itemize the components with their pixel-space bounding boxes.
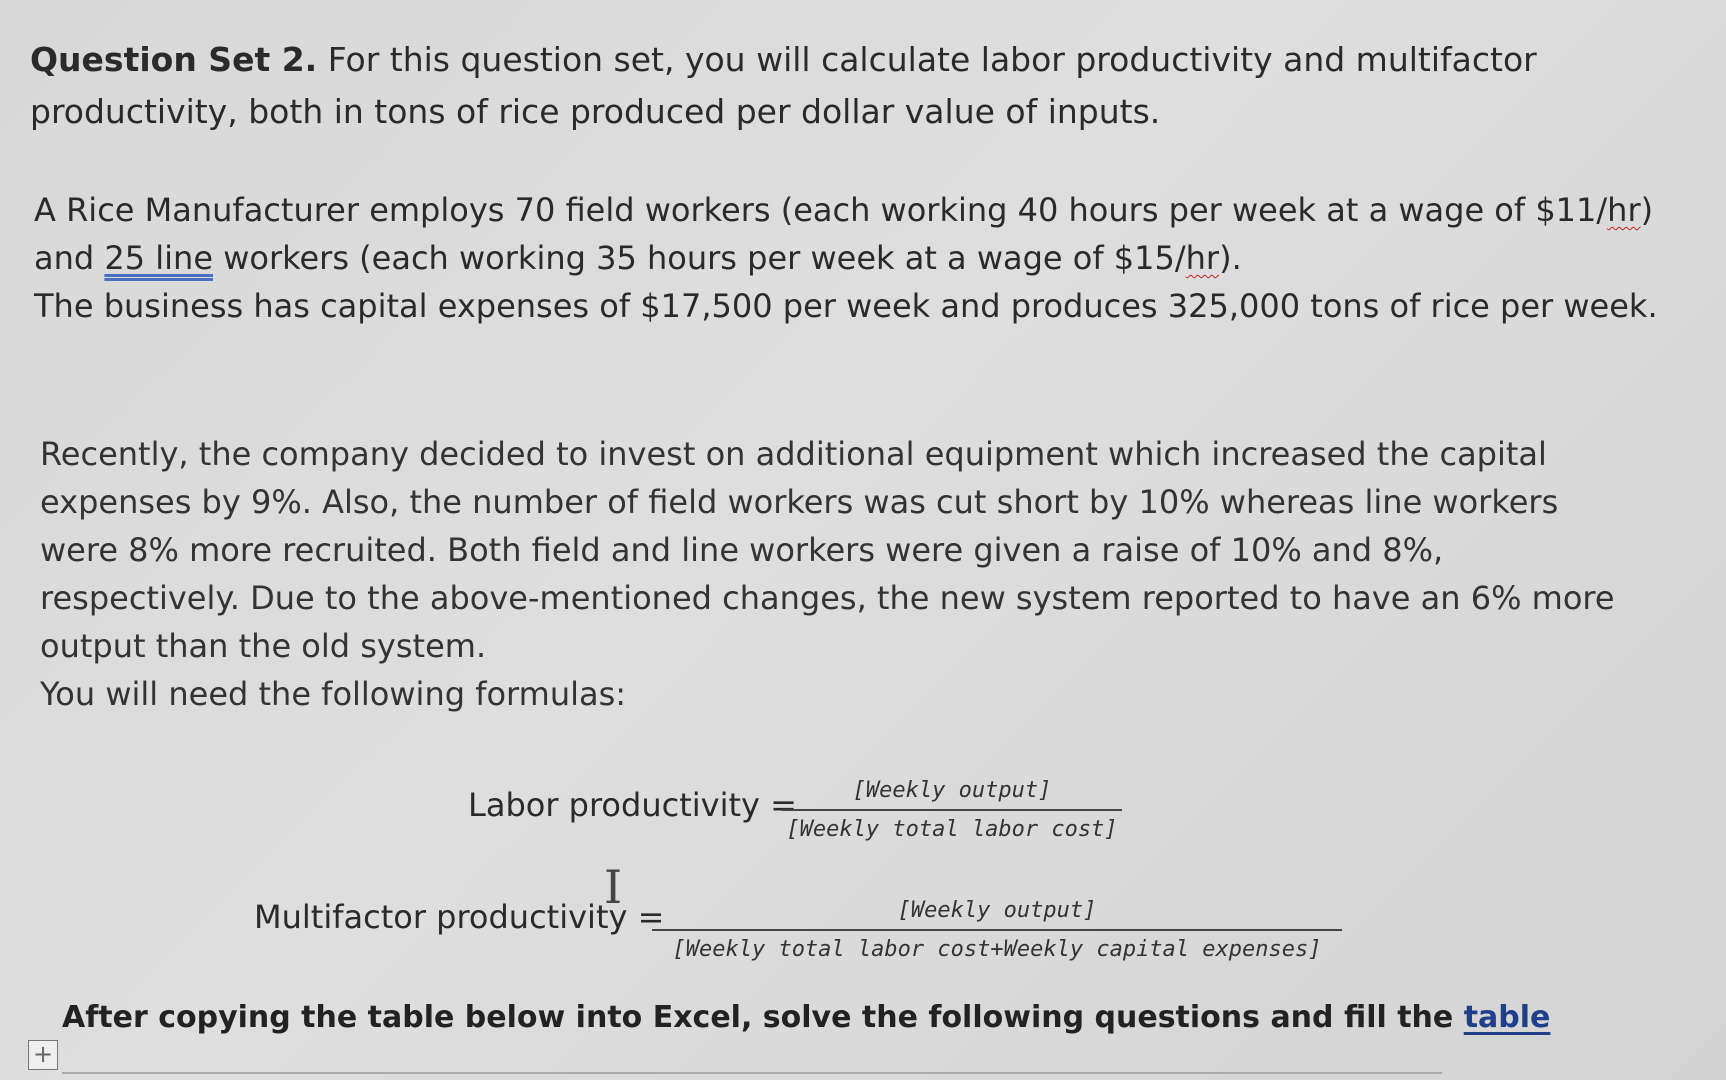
instruction-text: After copying the table below into Excel, solve the following questions and fill the (62, 1000, 1464, 1035)
changes-line-3: were 8% more recruited. Both field and line workers were given a raise of 10% and 8%, (40, 531, 1444, 569)
scenario-text-1: A Rice Manufacturer employs 70 field workers (each working 40 hours per week at a wage of $11/ (34, 191, 1608, 229)
question-set-label: Question Set 2. (30, 40, 318, 79)
text-cursor-icon: I (604, 860, 623, 914)
labor-numerator: [Weekly output] (782, 778, 1122, 811)
multifactor-productivity-fraction (652, 898, 1342, 962)
table-top-border (62, 1072, 1442, 1074)
grammar-flag-line: 25 line (104, 239, 214, 277)
multifactor-productivity-label: Multifactor productivity = (254, 898, 665, 936)
labor-denominator: [Weekly total labor cost] (786, 817, 1118, 842)
question-heading (30, 34, 1690, 138)
changes-line-5: output than the old system. (40, 627, 487, 665)
changes-paragraph (40, 430, 1680, 718)
scenario-text-2: ) and (34, 191, 1654, 277)
labor-productivity-label: Labor productivity = (468, 786, 797, 824)
spellcheck-word-hr-1: hr (1607, 191, 1641, 229)
heading-text: For this question set, you will calculate labor productivity and multifactor productivity, both in tons of rice produced per dollar value of inputs. (30, 40, 1537, 131)
spellcheck-word-hr-2: hr (1185, 239, 1220, 277)
scenario-paragraph (34, 186, 1674, 330)
changes-line-1: Recently, the company decided to invest on additional equipment which increased the capital (40, 435, 1547, 473)
instruction-line (62, 1000, 1550, 1035)
table-move-handle-icon[interactable]: + (28, 1040, 58, 1070)
labor-productivity-fraction (782, 778, 1122, 842)
scenario-text-3: workers (each working 35 hours per week at a wage of $15/ (213, 239, 1186, 277)
multifactor-denominator: [Weekly total labor cost+Weekly capital expenses] (672, 937, 1322, 962)
multifactor-numerator: [Weekly output] (652, 898, 1342, 931)
formulas-intro: You will need the following formulas: (40, 675, 627, 713)
scenario-text-5: The business has capital expenses of $17,500 per week and produces 325,000 tons of rice per week. (34, 287, 1658, 325)
changes-line-2: expenses by 9%. Also, the number of field workers was cut short by 10% whereas line workers (40, 483, 1559, 521)
scenario-text-4: ). (1219, 239, 1242, 277)
changes-line-4: respectively. Due to the above-mentioned changes, the new system reported to have an 6% more (40, 579, 1615, 617)
table-link[interactable]: table (1463, 1000, 1551, 1035)
